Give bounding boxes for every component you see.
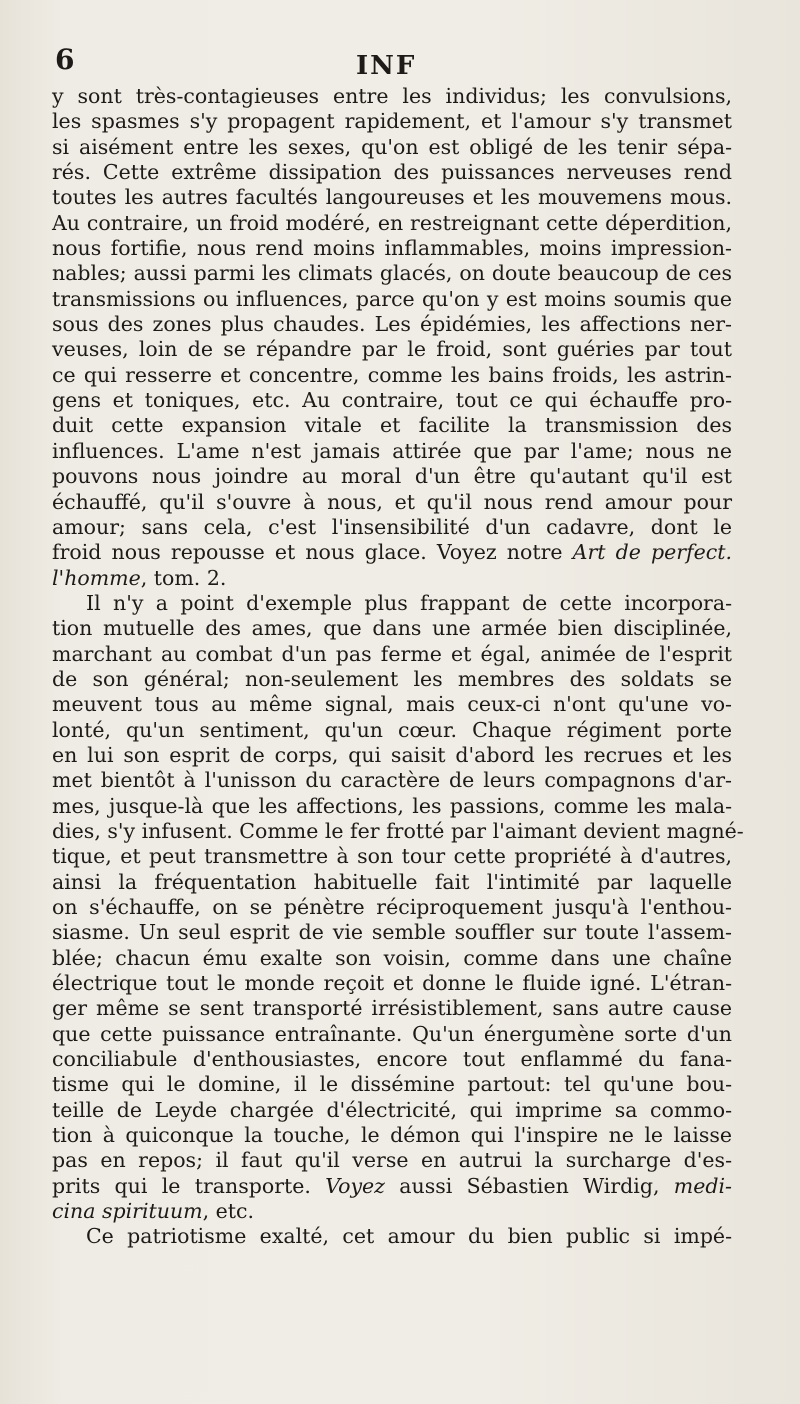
text-line: toutes les autres facultés langoureuses et les mouvemens mous. bbox=[52, 185, 732, 210]
text-line: nables; aussi parmi les climats glacés, on doute beaucoup de ces bbox=[52, 261, 732, 286]
text-line: échauffé, qu'il s'ouvre à nous, et qu'il nous rend amour pour bbox=[52, 489, 732, 514]
text-line: nous fortifie, nous rend moins inflammables, moins impression- bbox=[52, 236, 732, 261]
book-title-reference: l'homme bbox=[52, 565, 141, 590]
text-line: meuvent tous au même signal, mais ceux-ci n'ont qu'une vo- bbox=[52, 692, 732, 717]
text-line: amour; sans cela, c'est l'insensibilité d'un cadavre, dont le bbox=[52, 514, 732, 539]
body-text bbox=[52, 84, 744, 1250]
text-line: si aisément entre les sexes, qu'on est obligé de les tenir sépa- bbox=[52, 134, 732, 159]
text-line: tion mutuelle des ames, que dans une armée bien disciplinée, bbox=[52, 616, 732, 641]
text-line: lonté, qu'un sentiment, qu'un cœur. Chaque régiment porte bbox=[52, 717, 732, 742]
text-line: tisme qui le domine, il le dissémine partout: tel qu'une bou- bbox=[52, 1072, 732, 1097]
text-line: duit cette expansion vitale et facilite la transmission des bbox=[52, 413, 732, 438]
text-line: de son général; non-seulement les membres des soldats se bbox=[52, 666, 732, 691]
text-line: teille de Leyde chargée d'électricité, qui imprime sa commo- bbox=[52, 1097, 732, 1122]
cross-reference: Voyez bbox=[325, 1173, 385, 1198]
text-line: gens et toniques, etc. Au contraire, tout ce qui échauffe pro- bbox=[52, 388, 732, 413]
text-line: siasme. Un seul esprit de vie semble souffler sur toute l'assem- bbox=[52, 920, 732, 945]
text-line: sous des zones plus chaudes. Les épidémies, les affections ner- bbox=[52, 312, 732, 337]
text-line: ainsi la fréquentation habituelle fait l'intimité par laquelle bbox=[52, 869, 732, 894]
text-line: pouvons nous joindre au moral d'un être qu'autant qu'il est bbox=[52, 464, 732, 489]
text-line: pas en repos; il faut qu'il verse en autrui la surcharge d'es- bbox=[52, 1148, 732, 1173]
text-line: en lui son esprit de corps, qui saisit d'abord les recrues et les bbox=[52, 742, 732, 767]
text-line-wirdig bbox=[52, 1174, 732, 1199]
text-line: y sont très-contagieuses entre les individus; les convulsions, bbox=[52, 84, 732, 108]
text-line: électrique tout le monde reçoit et donne le fluide igné. L'étran- bbox=[52, 971, 732, 996]
book-title-reference: medi- bbox=[673, 1173, 732, 1198]
text-line: tion à quiconque la touche, le démon qui l'inspire ne le laisse bbox=[52, 1123, 732, 1148]
book-title-reference: Art de perfect. bbox=[572, 540, 733, 565]
text-line-cina bbox=[52, 1199, 732, 1224]
text-segment: , tom. 2. bbox=[140, 565, 227, 590]
running-head: INF bbox=[356, 51, 417, 81]
text-line: veuses, loin de se répandre par le froid, sont guéries par tout bbox=[52, 337, 732, 362]
text-line: rés. Cette extrême dissipation des puissances nerveuses rend bbox=[52, 160, 732, 185]
text-segment: aussi Sébastien Wirdig, bbox=[384, 1173, 674, 1198]
text-line: ce qui resserre et concentre, comme les bains froids, les astrin- bbox=[52, 362, 732, 387]
text-line: marchant au combat d'un pas ferme et égal, animée de l'esprit bbox=[52, 641, 732, 666]
text-segment: , etc. bbox=[202, 1199, 255, 1224]
text-line: Au contraire, un froid modéré, en restreignant cette déperdition, bbox=[52, 210, 732, 235]
text-line: ger même se sent transporté irrésistiblement, sans autre cause bbox=[52, 996, 732, 1021]
text-line: influences. L'ame n'est jamais attirée que par l'ame; nous ne bbox=[52, 438, 732, 463]
text-line: les spasmes s'y propagent rapidement, et l'amour s'y transmet bbox=[52, 109, 732, 134]
paragraph-start: Ce patriotisme exalté, cet amour du bien public si impé- bbox=[86, 1224, 732, 1249]
text-line: blée; chacun ému exalte son voisin, comme dans une chaîne bbox=[52, 945, 732, 970]
text-line: mes, jusque-là que les affections, les passions, comme les mala- bbox=[52, 793, 732, 818]
text-line: dies, s'y infusent. Comme le fer frotté par l'aimant devient magné- bbox=[52, 818, 744, 843]
paragraph-start: Il n'y a point d'exemple plus frappant de cette incorpora- bbox=[86, 590, 732, 615]
text-line: tique, et peut transmettre à son tour cette propriété à d'autres, bbox=[52, 844, 732, 869]
text-line-homme bbox=[52, 566, 732, 591]
text-line: met bientôt à l'unisson du caractère de leurs compagnons d'ar- bbox=[52, 768, 732, 793]
text-segment: prits qui le transporte. bbox=[52, 1173, 326, 1198]
text-line: conciliabule d'enthousiastes, encore tout enflammé du fana- bbox=[52, 1047, 732, 1072]
text-segment: froid nous repousse et nous glace. Voyez notre bbox=[52, 540, 573, 565]
text-line-voyez bbox=[52, 540, 732, 565]
book-title-reference: cina spirituum bbox=[52, 1199, 203, 1224]
text-line: transmissions ou influences, parce qu'on y est moins soumis que bbox=[52, 286, 732, 311]
text-line: on s'échauffe, on se pénètre réciproquement jusqu'à l'enthou- bbox=[52, 895, 732, 919]
page-number: 6 bbox=[55, 43, 75, 76]
text-line: que cette puissance entraînante. Qu'un énergumène sorte d'un bbox=[52, 1021, 732, 1046]
